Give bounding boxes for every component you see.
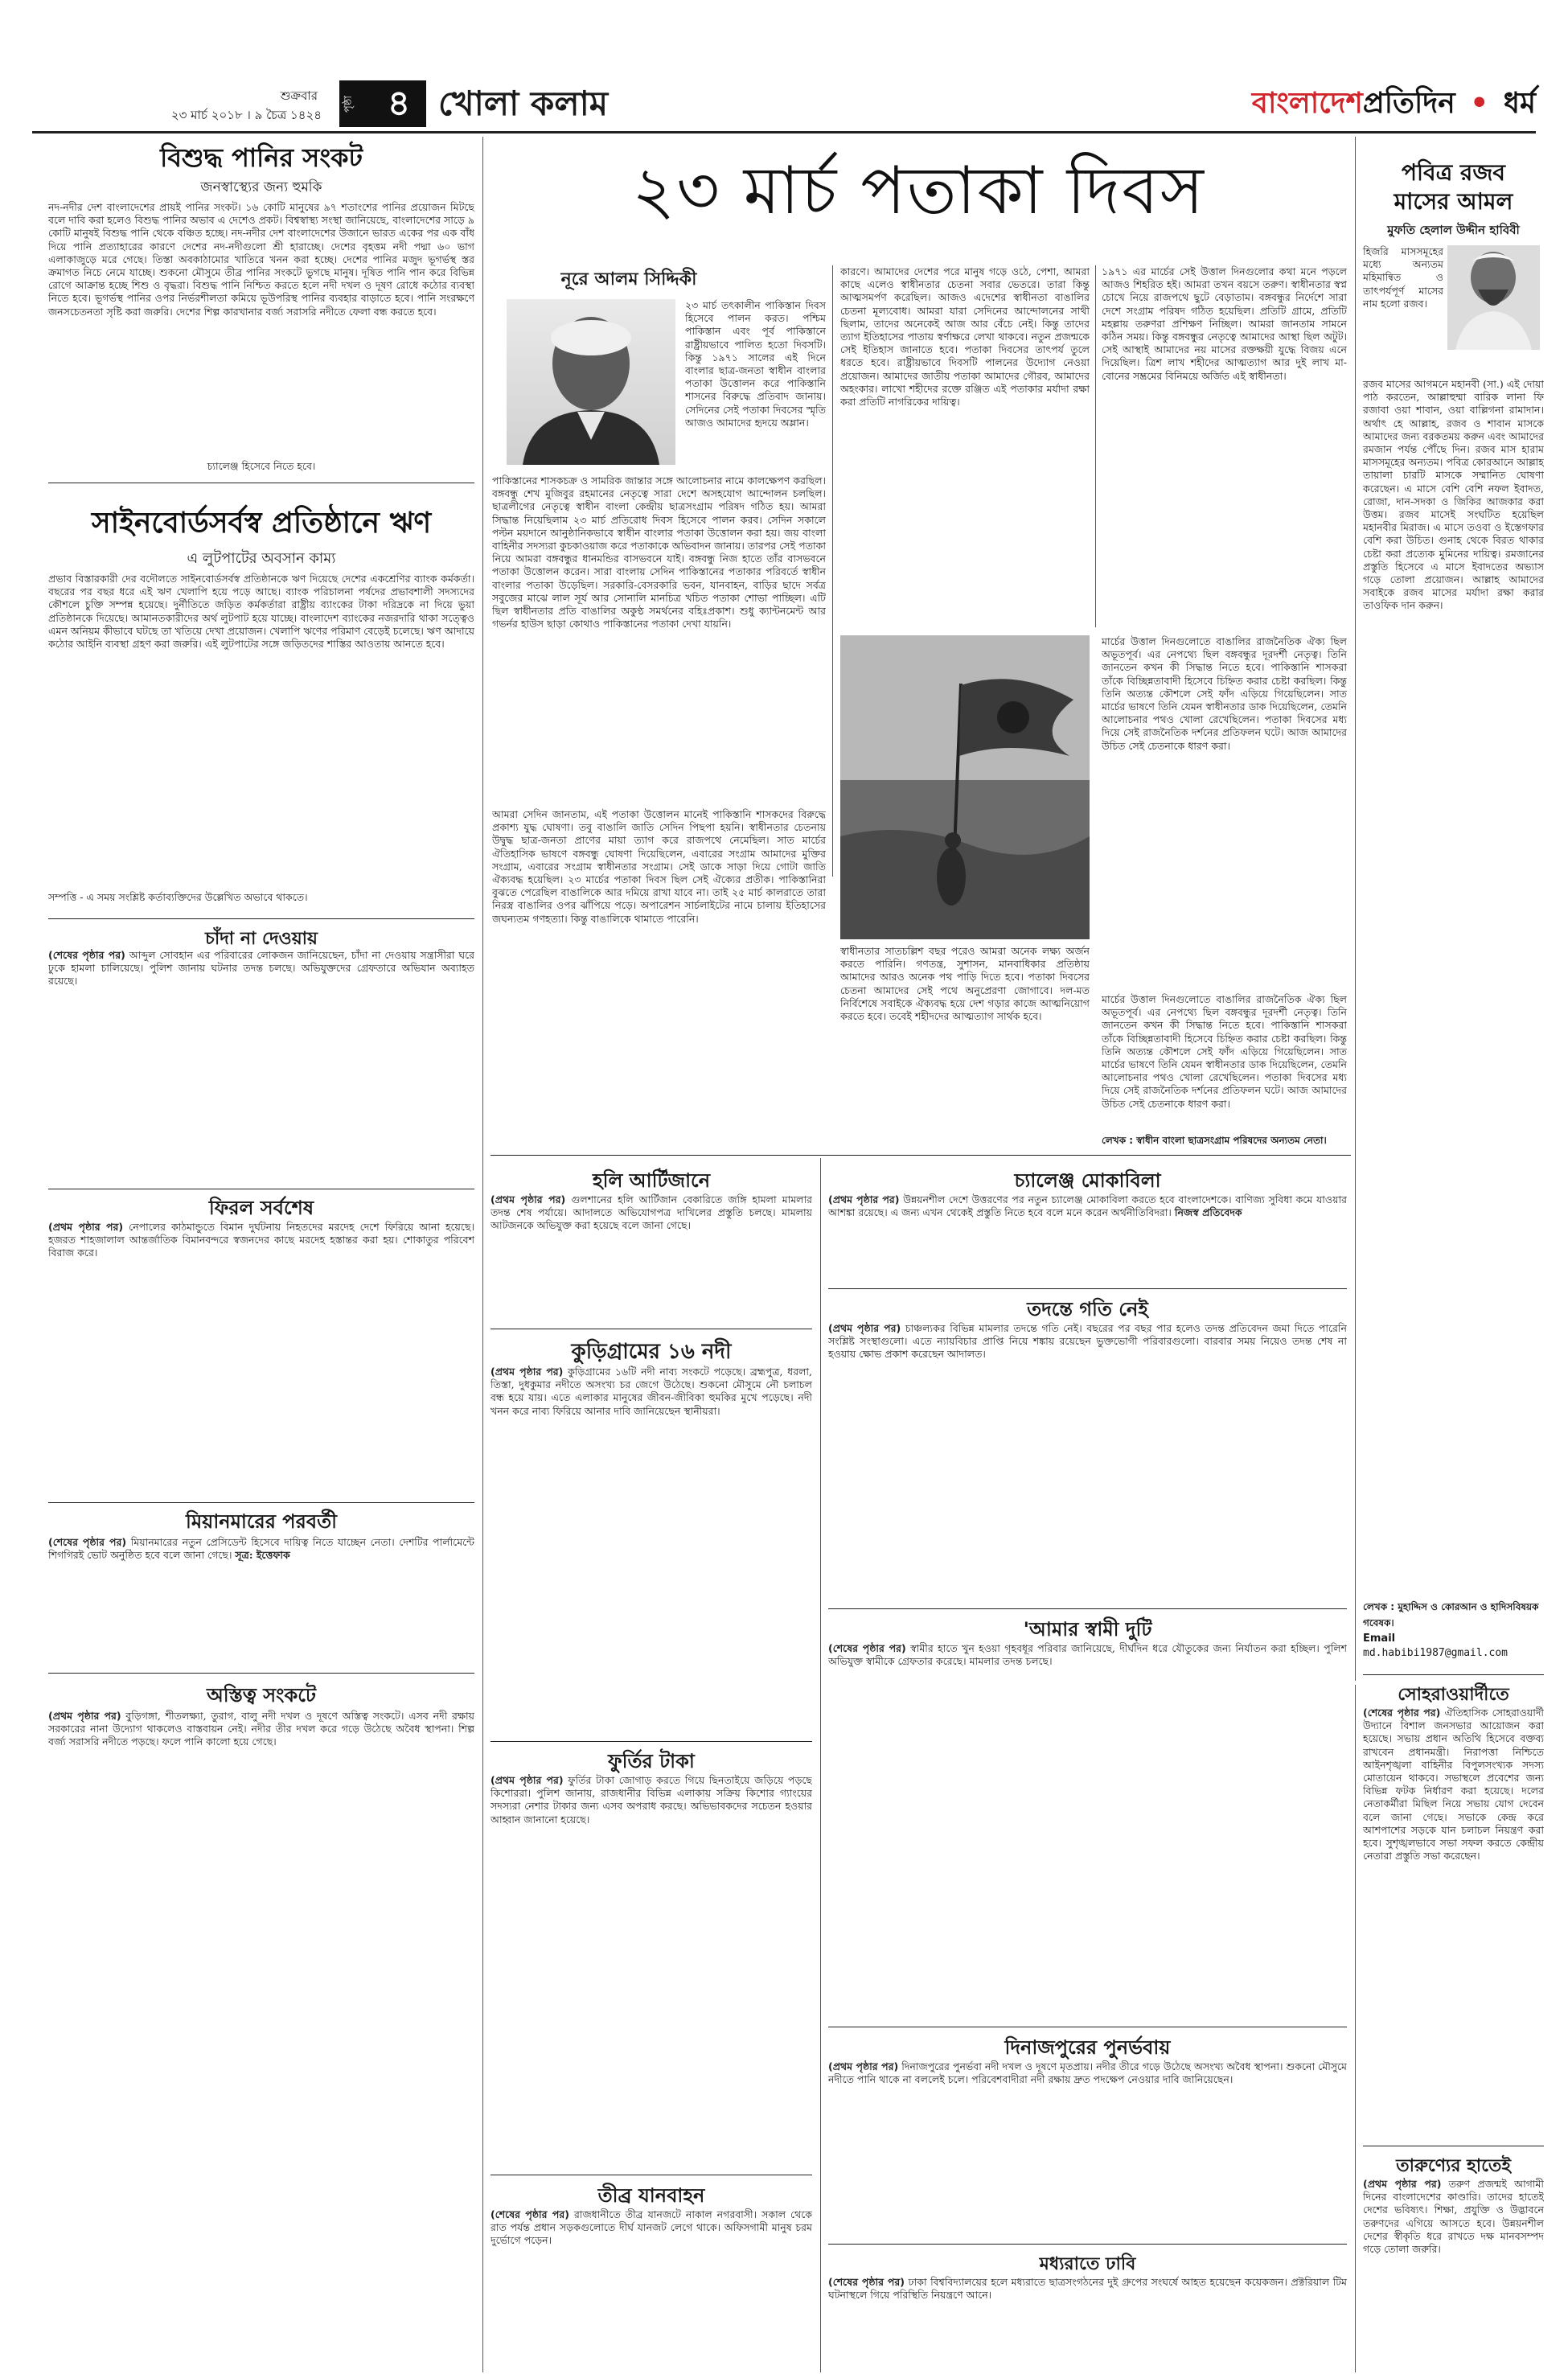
cont-body-kurigram: [491, 1366, 812, 1735]
date-line: ২৩ মার্চ ২০১৮ । ৯ চৈত্র ১৪২৪: [170, 108, 322, 122]
left-rule-4: [48, 1502, 474, 1503]
cont-text-furtir: ফুর্তির টাকা জোগাড় করতে গিয়ে ছিনতাইয়ে জড়িয়ে পড়ছে কিশোররা। পুলিশ জানায়, রাজধানীর বিভিন্ন এলাকায় সক্রিয় কিশোর গ্যাংয়ের সদস্যরা নেশার টাকার জন্য এসব অপরাধ করছে। অভিভাবকদের সচেতন হওয়ার আহ্বান জানানো হয়েছে।: [491, 1774, 812, 1826]
cont-body-tarunya: [1363, 2178, 1544, 2363]
cont-label-shami: (শেষের পৃষ্ঠার পর): [828, 1642, 906, 1654]
email-label: Email: [1363, 1633, 1396, 1645]
cont-body-holi: [491, 1193, 812, 1322]
right-title-line-1: পবিত্র রজব: [1402, 159, 1505, 186]
cont-text-tibro: রাজধানীতে তীব্র যানজটে নাকাল নগরবাসী। সকাল থেকে রাত পর্যন্ত প্রধান সড়কগুলোতে দীর্ঘ যানজট লেগে থাকে। অফিসগামী মানুষ চরম দুর্ভোগে পড়েন।: [491, 2208, 812, 2247]
religion-label: ধর্ম: [1503, 87, 1536, 120]
main-headline: ২৩ মার্চ পতাকা দিবস: [632, 153, 1205, 229]
flag-photo-art: [840, 635, 1090, 939]
cont-text-firol: নেপালের কাঠমান্ডুতে বিমান দুর্ঘটনায় নিহতদের মরদেহ দেশে ফিরিয়ে আনা হয়েছে। হজরত শাহজালাল আন্তর্জাতিক বিমানবন্দরে স্বজনদের কাছে মরদেহ হস্তান্তর করা হয়। শোকাতুর পরিবেশ বিরাজ করে।: [48, 1221, 474, 1259]
bottom-rule-b4: [828, 2244, 1347, 2245]
cont-text-ostitto: বুড়িগঙ্গা, শীতলক্ষ্যা, তুরাগ, বালু নদী দখল ও দূষণে অস্তিত্ব সংকটে। এসব নদী রক্ষায় সরকারের নানা উদ্যোগ থাকলেও বাস্তবায়ন নেই। নদীর তীর দখল করে গড়ে উঠেছে অবৈধ স্থাপনা। শিল্প বর্জ্য সরাসরি নদীতে পড়ছে। ফলে পানি কালো হয়ে গেছে।: [48, 1710, 474, 1748]
newspaper-logo: [1118, 80, 1536, 127]
cont-body-sohrawardi: [1363, 1707, 1544, 2141]
email-address[interactable]: md.habibi1987@gmail.com: [1363, 1647, 1508, 1659]
cont-title-ostitto: অস্তিত্ব সংকটে: [206, 1684, 317, 1707]
cont-label-ostitto: (প্রথম পৃষ্ঠার পর): [48, 1710, 121, 1722]
cont-title-sohrawardi: সোহরাওয়ার্দীতে: [1398, 1685, 1509, 1705]
article-subtitle-water: জনস্বাস্থ্যের জন্য হুমকি: [200, 179, 322, 195]
article-title-loan: সাইনবোর্ডসর্বস্ব প্রতিষ্ঠানে ঋণ: [91, 506, 432, 540]
article-title-water: বিশুদ্ধ পানির সংকট: [160, 142, 363, 173]
cont-text-myanmar: মিয়ানমারের নতুন প্রেসিডেন্ট হিসেবে দায়িত্ব নিতে যাচ্ছেন নেতা। দেশটির পার্লামেন্টে শিগগিরই ভোট অনুষ্ঠিত হবে বলে জানা গেছে।: [48, 1536, 474, 1562]
cont-credit-challenge: নিজস্ব প্রতিবেদক: [1174, 1206, 1242, 1219]
bottom-rule-b1: [828, 1288, 1347, 1289]
cont-body-dhabi: [828, 2276, 1347, 2364]
cont-title-challenge: চ্যালেঞ্জ মোকাবিলা: [1014, 1169, 1161, 1192]
cont-body-tibro: [491, 2208, 812, 2361]
cont-label-myanmar: (শেষের পৃষ্ঠার পর): [48, 1536, 127, 1548]
cont-body-challenge: [828, 1193, 1347, 1282]
cont-body-myanmar: [48, 1536, 474, 1665]
cont-text-challenge: উন্নয়নশীল দেশে উত্তরণের পর নতুন চ্যালেঞ্জ মোকাবিলা করতে হবে বাংলাদেশকে। বাণিজ্য সুবিধা কমে যাওয়ার আশঙ্কা রয়েছে। এ জন্য এখন থেকেই প্রস্তুতি নিতে হবে বলে মনে করেন অর্থনীতিবিদরা।: [828, 1193, 1347, 1219]
cont-label-furtir: (প্রথম পৃষ্ঠার পর): [491, 1774, 564, 1786]
cont-title-furtir: ফুর্তির টাকা: [608, 1750, 695, 1772]
left-rule-5: [48, 1673, 474, 1674]
main-bottom-rule: [491, 1155, 1351, 1156]
cont-body-shami: [828, 1642, 1347, 2020]
article-body-loan: প্রভাব বিস্তারকারী দের বদৌলতে সাইনবোর্ডসর্বস্ব প্রতিষ্ঠানকে ঋণ দিয়েছে দেশের একশ্রেণির ব্যাংক কর্মকর্তা। বছরের পর বছর ধরে এই ঋণ খেলাপি হয়ে পড়ে আছে। ব্যাংক পরিচালনা পর্ষদের প্রভাবশালী সদস্যদের কৌশলে চুক্তি সম্পন্ন হয়েছে। দুর্নীতিতে জড়িত কর্মকর্তারা রাষ্ট্রীয় ব্যাংকের টাকা দরিদ্রকে না দিয়ে ভুয়া প্রতিষ্ঠানকে দিয়েছে। আমানতকারীদের অর্থ লুটপাট হয়ে যাচ্ছে। বাংলাদেশ ব্যাংকের নজরদারি থাকা সত্ত্বেও এমন অনিয়ম কীভাবে ঘটছে তা খতিয়ে দেখা প্রয়োজন। খেলাপি ঋণের পরিমাণ বেড়েই চলেছে। ঋণ আদায়ে কঠোর আইনি ব্যবস্থা গ্রহণ করা জরুরি। এই লুটপাটের সঙ্গে জড়িতদের শাস্তির আওতায় আনতে হবে।: [48, 573, 474, 651]
right-author-photo: [1447, 245, 1540, 350]
right-author-note: লেখক : মুহাদ্দিস ও কোরআন ও হাদিসবিষয়ক গবেষক।: [1363, 1601, 1539, 1629]
cont-label-tadanta: (প্রথম পৃষ্ঠার পর): [828, 1322, 901, 1334]
bottom-rule-a2: [491, 1741, 812, 1742]
main-lead-text: ২৩ মার্চ তৎকালীন পাকিস্তান দিবস হিসেবে পালন করত। পশ্চিম পাকিস্তান এবং পূর্ব পাকিস্তানে রাষ্ট্রীয়ভাবে পালিত হতো দিবসটি। কিন্তু ১৯৭১ সালের এই দিনে বাংলার ছাত্র-জনতা স্বাধীন বাংলার পতাকা উত্তোলন করে পাকিস্তানি শাসনের বিরুদ্ধে প্রতিবাদ জানায়। সেদিনের সেই পতাকা দিবসের স্মৃতি আজও আমাদের হৃদয়ে অম্লান।: [685, 299, 826, 429]
page-word: পৃষ্ঠা: [343, 95, 355, 113]
article-closing-loan: সম্পত্তি - এ সময় সংশ্লিষ্ট কর্তাব্যক্তিদের উল্লেখিত অভাবে থাকতে।: [48, 891, 308, 903]
cont-text-dhabi: ঢাকা বিশ্ববিদ্যালয়ের হলে মধ্যরাতে ছাত্রসংগঠনের দুই গ্রুপের সংঘর্ষে আহত হয়েছেন কয়েকজন। প্রক্টরিয়াল টিম ঘটনাস্থলে গিয়ে পরিস্থিতি নিয়ন্ত্রণে আনে।: [828, 2276, 1347, 2302]
left-rule-2: [48, 918, 474, 919]
cont-text-kurigram: কুড়িগ্রামের ১৬টি নদী নাব্য সংকটে পড়েছে। ব্রহ্মপুত্র, ধরলা, তিস্তা, দুধকুমার নদীতে অসংখ্য চর জেগে উঠেছে। শুকনো মৌসুমে নৌ চলাচল বন্ধ হয়ে যায়। এতে এলাকার মানুষের জীবন-জীবিকা হুমকির মুখে পড়েছে। নদী খনন করে নাব্য ফিরিয়ে আনার দাবি জানিয়েছেন স্থানীয়রা।: [491, 1366, 812, 1417]
cont-credit-myanmar: সূত্র: ইত্তেফাক: [235, 1549, 290, 1562]
date-day: শুক্রবার: [280, 88, 318, 103]
bottom-col-divider-2: [1355, 1685, 1356, 2372]
cont-title-dinajpur: দিনাজপুরের পুনর্ভবায়: [1004, 2036, 1171, 2059]
cont-title-firol: ফিরল সর্বশেষ: [208, 1197, 314, 1219]
cont-label-sohrawardi: (শেষের পৃষ্ঠার পর): [1363, 1707, 1441, 1719]
article-subtitle-loan: এ লুটপাটের অবসান কাম্য: [187, 550, 336, 567]
main-column-b: আমরা সেদিন জানতাম, এই পতাকা উত্তোলন মানেই পাকিস্তানি শাসকদের বিরুদ্ধে প্রকাশ্য যুদ্ধ ঘোষণা। তবু বাঙালি জাতি সেদিন পিছপা হয়নি। স্বাধীনতার চেতনায় উদ্বুদ্ধ ছাত্র-জনতা প্রাণের মায়া ত্যাগ করে রাজপথে নেমেছিল। সাত মার্চের ঐতিহাসিক ভাষণে বঙ্গবন্ধু ঘোষণা দিয়েছিলেন, এবারের সংগ্রাম আমাদের মুক্তির সংগ্রাম, এবারের সংগ্রাম স্বাধীনতার সংগ্রাম। সেই ডাকে সাড়া দিয়ে গোটা জাতি ঐক্যবদ্ধ হয়েছিল। ২৩ মার্চের পতাকা দিবস ছিল সেই ঐক্যের প্রতীক। পাকিস্তানিরা বুঝতে পেরেছিল বাঙালিকে আর দমিয়ে রাখা যাবে না। তাই ২৫ মার্চ কালরাতে তারা নিরস্ত্র বাঙালির ওপর ঝাঁপিয়ে পড়ে। অপারেশন সার্চলাইটের নামে চালায় ইতিহাসের জঘন্যতম গণহত্যা। কিন্তু বাঙালিকে থামাতে পারেনি।: [492, 808, 826, 925]
cont-label-challenge: (প্রথম পৃষ্ঠার পর): [828, 1193, 900, 1205]
cont-body-chanda: [48, 949, 474, 1198]
left-column-divider: [482, 137, 483, 2372]
cont-title-holi: হলি আর্টিজানে: [592, 1169, 711, 1192]
right-rule-1: [1363, 1674, 1544, 1675]
cont-label-holi: (প্রথম পৃষ্ঠার পর): [491, 1193, 566, 1205]
cont-title-dhabi: মধ্যরাতে ঢাবি: [1039, 2254, 1136, 2274]
main-column-f: স্বাধীনতার সাতচল্লিশ বছর পরেও আমরা অনেক লক্ষ্য অর্জন করতে পারিনি। গণতন্ত্র, সুশাসন, মানবাধিকার প্রতিষ্ঠায় আমাদের আরও অনেক পথ পাড়ি দিতে হবে। পতাকা দিবসের চেতনা আমাদের সেই পথে অনুপ্রেরণা জোগাবে। দল-মত নির্বিশেষে সবাইকে ঐক্যবদ্ধ হয়ে দেশ গড়ার কাজে আত্মনিয়োগ করতে হবে। তবেই শহীদদের আত্মত্যাগ সার্থক হবে।: [840, 945, 1090, 1023]
right-author-silhouette: [1447, 245, 1540, 350]
masthead: [0, 0, 1568, 129]
logo-bullet: •: [1470, 87, 1489, 120]
flag-photo: [840, 635, 1090, 939]
logo-part-2: প্রতিদিন: [1362, 87, 1455, 120]
bottom-rule-b2: [828, 1608, 1347, 1609]
bottom-col-divider-1: [820, 1158, 821, 2372]
author-portrait: [507, 299, 675, 465]
cont-title-shami: 'আমার স্বামী দুটি: [1023, 1618, 1152, 1641]
cont-text-holi: গুলশানের হলি আর্টিজান বেকারিতে জঙ্গি হামলা মামলার তদন্ত শেষ পর্যায়ে। আদালতে অভিযোগপত্র দাখিলের প্রস্তুতি চলছে। মামলায় আটজনকে অভিযুক্ত করা হয়েছে বলে জানা গেছে।: [491, 1193, 812, 1232]
cont-text-shami: স্বামীর হাতে খুন হওয়া গৃহবধূর পরিবার জানিয়েছে, দীর্ঘদিন ধরে যৌতুকের জন্য নির্যাতন করা হচ্ছিল। পুলিশ অভিযুক্ত স্বামীকে গ্রেফতার করেছে। মামলার তদন্ত চলছে।: [828, 1642, 1347, 1668]
cont-title-chanda: চাঁদা না দেওয়ায়: [205, 929, 318, 949]
cont-body-tadanta: [828, 1322, 1347, 1604]
article-closing-water: চ্যালেঞ্জ হিসেবে নিতে হবে।: [207, 460, 316, 472]
right-title-line-2: মাসের আমল: [1394, 188, 1513, 215]
cont-label-dinajpur: (প্রথম পৃষ্ঠার পর): [828, 2060, 899, 2072]
cont-label-firol: (প্রথম পৃষ্ঠার পর): [48, 1221, 124, 1233]
main-column-d: ১৯৭১ এর মার্চের সেই উত্তাল দিনগুলোর কথা মনে পড়লে আজও শিহরিত হই। আমরা তখন বয়সে তরুণ। স্বাধীনতার স্বপ্ন চোখে নিয়ে রাজপথে ছুটে বেড়াতাম। বঙ্গবন্ধুর নির্দেশে সারা দেশে সংগ্রাম পরিষদ গঠিত হয়েছিল। প্রতিটি গ্রামে, প্রতিটি মহল্লায় তরুণরা প্রশিক্ষণ নিচ্ছিল। আমরা জানতাম সামনে কঠিন সময়। কিন্তু বঙ্গবন্ধুর নেতৃত্বে আমাদের আস্থা ছিল অটুট। সেই আস্থাই আমাদের নয় মাসের রক্তক্ষয়ী যুদ্ধে বিজয় এনে দিয়েছিল। ত্রিশ লাখ শহীদের আত্মত্যাগ আর দুই লাখ মা-বোনের সম্ভ্রমের বিনিময়ে অর্জিত এই স্বাধীনতা।: [1102, 265, 1347, 382]
right-column-divider: [1355, 137, 1356, 1681]
page-number: ৪: [387, 83, 411, 124]
logo-part-1: বাংলাদেশ: [1251, 87, 1363, 120]
masthead-rule: [32, 131, 1536, 133]
author-name-main: নূরে আলম সিদ্দিকী: [560, 269, 697, 290]
main-col-divider-2: [1095, 265, 1096, 627]
cont-body-ostitto: [48, 1710, 474, 2337]
cont-text-tadanta: চাঞ্চল্যকর বিভিন্ন মামলার তদন্তে গতি নেই। বছরের পর বছর পার হলেও তদন্ত প্রতিবেদন জমা দিতে পারেনি সংশ্লিষ্ট সংস্থাগুলো। এতে ন্যায়বিচার প্রাপ্তি নিয়ে শঙ্কায় রয়েছেন ভুক্তভোগী পরিবারগুলো। বারবার সময় নিয়েও তদন্ত শেষ না হওয়ায় ক্ষোভ প্রকাশ করেছেন আদালত।: [828, 1322, 1347, 1361]
cont-label-tarunya: (প্রথম পৃষ্ঠার পর): [1363, 2178, 1442, 2190]
main-column-e: মার্চের উত্তাল দিনগুলোতে বাঙালির রাজনৈতিক ঐক্য ছিল অভূতপূর্ব। এর নেপথ্যে ছিল বঙ্গবন্ধুর দূরদর্শী নেতৃত্ব। তিনি জানতেন কখন কী সিদ্ধান্ত নিতে হবে। পাকিস্তানি শাসকরা তাঁকে বিচ্ছিন্নতাবাদী হিসেবে চিহ্নিত করার চেষ্টা করছিল। কিন্তু তিনি অত্যন্ত কৌশলে সেই ফাঁদ এড়িয়ে গিয়েছিলেন। সাত মার্চের ভাষণে তিনি যেমন স্বাধীনতার ডাক দিয়েছিলেন, তেমনি আলোচনার পথও খোলা রেখেছিলেন। পতাকা দিবসের মধ্য দিয়ে সেই রাজনৈতিক দর্শনের প্রতিফলন ঘটে। আজ আমাদের উচিত সেই চেতনাকে ধারণ করা।: [1102, 635, 1347, 752]
page-number-badge: [339, 80, 426, 127]
portrait-silhouette: [507, 299, 675, 465]
cont-body-firol: [48, 1221, 474, 1494]
cont-title-tibro: তীব্র যানবাহন: [597, 2184, 705, 2207]
right-article-body: রজব মাসের আগমনে মহানবী (সা.) এই দোয়া পাঠ করতেন, আল্লাহুম্মা বারিক লানা ফি রজাবা ওয়া শাবান, ওয়া বাল্লিগনা রামাদান। অর্থাৎ হে আল্লাহ, রজব ও শাবান মাসকে আমাদের জন্য বরকতময় করুন এবং আমাদের রমজান পর্যন্ত পৌঁছে দিন। রজব মাস হারাম মাসসমূহের অন্যতম। পবিত্র কোরআনে আল্লাহ তায়ালা চারটি মাসকে সম্মানিত ঘোষণা করেছেন। এ মাসে বেশি বেশি নফল ইবাদত, রোজা, দান-সদকা ও জিকির আজকার করা উত্তম। রজব মাসেই সংঘটিত হয়েছিল মহানবীর মিরাজ। এ মাসে তওবা ও ইস্তেগফার বেশি করা উচিত। গুনাহ থেকে বিরত থাকার চেষ্টা করা প্রত্যেক মুমিনের দায়িত্ব। রমজানের প্রস্তুতি হিসেবে এ মাসে ইবাদতের অভ্যাস গড়ে তোলা প্রয়োজন। আল্লাহ আমাদের সবাইকে রজব মাসের মর্যাদা রক্ষা করার তাওফিক দান করুন।: [1363, 378, 1544, 612]
cont-title-tarunya: তারুণ্যের হাতেই: [1396, 2156, 1511, 2176]
cont-text-dinajpur: দিনাজপুরের পুনর্ভবা নদী দখল ও দূষণে মৃতপ্রায়। নদীর তীরে গড়ে উঠেছে অসংখ্য অবৈধ স্থাপনা। শুকনো মৌসুমে নদীতে পানি থাকে না বললেই চলে। পরিবেশবাদীরা নদী রক্ষায় দ্রুত পদক্ষেপ নেওয়ার দাবি জানিয়েছেন।: [828, 2060, 1347, 2086]
main-column-a: পাকিস্তানের শাসকচক্র ও সামরিক জান্তার সঙ্গে আলোচনার নামে কালক্ষেপণ করছিল। বঙ্গবন্ধু শেখ মুজিবুর রহমানের নেতৃত্বে সারা দেশে অসহযোগ আন্দোলন চলছিল। ছাত্রলীগের নেতৃত্বে স্বাধীন বাংলা কেন্দ্রীয় ছাত্রসংগ্রাম পরিষদ গঠিত হয়। আমরা সিদ্ধান্ত নিয়েছিলাম ২৩ মার্চ প্রতিরোধ দিবস হিসেবে পালন করব। সেদিন সকালে পল্টন ময়দানে আনুষ্ঠানিকভাবে স্বাধীন বাংলার পতাকা উত্তোলন করা হয়। জয় বাংলা বাহিনীর সদস্যরা কুচকাওয়াজ করে পতাকাকে অভিবাদন জানায়। তারপর সেই পতাকা নিয়ে আমরা বঙ্গবন্ধুর ধানমন্ডির বাসভবনে যাই। বঙ্গবন্ধু নিজ হাতে তাঁর বাসভবনে পতাকা উত্তোলন করেন। সারা বাংলায় সেদিন পাকিস্তানের পতাকার পরিবর্তে স্বাধীন বাংলার পতাকা উড়েছিল। সরকারি-বেসরকারি ভবন, যানবাহন, বাড়ির ছাদে সর্বত্র সবুজের মাঝে লাল সূর্য আর সোনালি মানচিত্র খচিত পতাকা শোভা পাচ্ছিল। এটি ছিল স্বাধীনতার প্রতি বাঙালির অকুণ্ঠ সমর্থনের বহিঃপ্রকাশ। শুধু ক্যান্টনমেন্ট আর গভর্নর হাউস ছাড়া কোথাও পাকিস্তানের পতাকা দেখা যায়নি।: [492, 474, 826, 630]
cont-label-dhabi: (শেষের পৃষ্ঠার পর): [828, 2276, 905, 2288]
cont-label-tibro: (শেষের পৃষ্ঠার পর): [491, 2208, 569, 2220]
article-body-water: নদ-নদীর দেশ বাংলাদেশের প্রায়ই পানির সংকট। ১৬ কোটি মানুষের ৯৭ শতাংশের পানির প্রয়োজন মিটছে বলে দাবি করা হলেও বিশুদ্ধ পানির অভাব এ দেশেও প্রকট। বিশ্বস্বাস্থ্য সংস্থা জানিয়েছে, বাংলাদেশের সাড়ে ৯ কোটি মানুষই বিশুদ্ধ পানি থেকে বঞ্চিত হচ্ছে। নদ-নদীর দেশ বাংলাদেশের উজানে ভারত একের পর এক বাঁধ দিয়ে পানি প্রত্যাহারের কারণে দেশের নদ-নদীগুলো শ্রী হারাচ্ছে। দেশের বৃহত্তম নদী পদ্মা ৬০ ভাগ এলাকাজুড়ে মরে গেছে। তিস্তা অবকাঠামোর খাতিরে খনন করা হচ্ছে। দেশের পানির মজুদ ভূগর্ভস্থ স্তর ক্রমাগত নিচে নেমে যাচ্ছে। শুকনো মৌসুমে তীব্র পানির সংকটে ভুগছে মানুষ। দূষিত পানি পান করে বিভিন্ন রোগে আক্রান্ত হচ্ছে শিশু ও বৃদ্ধরা। বিশুদ্ধ পানি নিশ্চিত করতে হলে নদী দখল ও দূষণ রোধে কঠোর ব্যবস্থা নিতে হবে। ভূগর্ভস্থ পানির ওপর নির্ভরশীলতা কমিয়ে ভূউপরিস্থ পানির ব্যবহার বাড়াতে হবে। পানি সংরক্ষণে জনসচেতনতা সৃষ্টি করা জরুরি। দেশের শিল্প কারখানার বর্জ্য সরাসরি নদীতে ফেলা বন্ধ করতে হবে।: [48, 201, 474, 318]
section-title: খোলা কলাম: [438, 84, 609, 123]
cont-title-myanmar: মিয়ানমারের পরবর্তী: [185, 1510, 338, 1533]
cont-title-tadanta: তদন্তে গতি নেই: [1027, 1298, 1148, 1320]
right-caption-text: হিজরি মাসসমূহের মধ্যে অন্যতম মহিমান্বিত ও তাৎপর্যপূর্ণ মাসের নাম হলো রজব।: [1363, 245, 1443, 310]
cont-body-dinajpur: [828, 2060, 1347, 2237]
main-column-c: কারণে। আমাদের দেশের পরে মানুষ গড়ে ওঠে, পেশা, আমরা কাছে এলেও স্বাধীনতার চেতনা সবার ভেতরে। তারা কিন্তু আত্মসমর্পণ করেছিল। আজও এদেশের স্বাধীনতা বাঙালির চেতনা মূল্যবোধ। আমরা যারা সেদিনের আন্দোলনের সাথী ছিলাম, তাদের অনেকেই আজ আর বেঁচে নেই। কিন্তু তাদের ত্যাগ ইতিহাসের পাতায় স্বর্ণাক্ষরে লেখা থাকবে। নতুন প্রজন্মকে সেই ইতিহাস জানাতে হবে। পতাকা দিবসের তাৎপর্য তুলে ধরতে হবে। রাষ্ট্রীয়ভাবে দিবসটি পালনের উদ্যোগ নেওয়া প্রয়োজন। আমাদের জাতীয় পতাকা আমাদের গৌরব, আমাদের অহংকার। লাখো শহীদের রক্তে রঞ্জিত এই পতাকার মর্যাদা রক্ষা করা প্রতিটি নাগরিকের দায়িত্ব।: [840, 265, 1090, 409]
right-author: মুফতি হেলাল উদ্দীন হাবিবী: [1387, 223, 1520, 237]
main-byline: লেখক : স্বাধীন বাংলা ছাত্রসংগ্রাম পরিষদের অন্যতম নেতা।: [1102, 1135, 1327, 1146]
main-col-divider-1: [832, 265, 833, 877]
cont-text-sohrawardi: ঐতিহাসিক সোহরাওয়ার্দী উদ্যানে বিশাল জনসভার আয়োজন করা হয়েছে। সভায় প্রধান অতিথি হিসেবে বক্তব্য রাখবেন প্রধানমন্ত্রী। নিরাপত্তা নিশ্চিতে আইনশৃঙ্খলা বাহিনীর বিপুলসংখ্যক সদস্য মোতায়েন থাকবে। সভাস্থলে প্রবেশের জন্য বিভিন্ন ফটক নির্ধারণ করা হয়েছে। দলের নেতাকর্মীরা মিছিল নিয়ে সভায় যোগ দেবেন বলে জানা গেছে। সভাকে কেন্দ্র করে আশপাশের সড়কে যান চলাচল নিয়ন্ত্রণ করা হবে। সুশৃঙ্খলভাবে সভা সফল করতে কেন্দ্রীয় নেতারা প্রস্তুতি সভা করেছেন।: [1363, 1707, 1544, 1863]
cont-title-kurigram: কুড়িগ্রামের ১৬ নদী: [571, 1340, 732, 1364]
cont-label-chanda: (শেষের পৃষ্ঠার পর): [48, 949, 125, 961]
cont-text-chanda: আব্দুল সোবহান এর পরিবারের লোকজন জানিয়েছেন, চাঁদা না দেওয়ায় সন্ত্রাসীরা ঘরে ঢুকে হামলা চালিয়েছে। পুলিশ জানায় ঘটনার তদন্ত চলছে। অভিযুক্তদের গ্রেফতারে অভিযান অব্যাহত রয়েছে।: [48, 949, 474, 988]
cont-label-kurigram: (প্রথম পৃষ্ঠার পর): [491, 1366, 564, 1378]
main-column-g: মার্চের উত্তাল দিনগুলোতে বাঙালির রাজনৈতিক ঐক্য ছিল অভূতপূর্ব। এর নেপথ্যে ছিল বঙ্গবন্ধুর দূরদর্শী নেতৃত্ব। তিনি জানতেন কখন কী সিদ্ধান্ত নিতে হবে। পাকিস্তানি শাসকরা তাঁকে বিচ্ছিন্নতাবাদী হিসেবে চিহ্নিত করার চেষ্টা করছিল। কিন্তু তিনি অত্যন্ত কৌশলে সেই ফাঁদ এড়িয়ে গিয়েছিলেন। সাত মার্চের ভাষণে তিনি যেমন স্বাধীনতার ডাক দিয়েছিলেন, তেমনি আলোচনার পথও খোলা রেখেছিলেন। পতাকা দিবসের মধ্য দিয়ে সেই রাজনৈতিক দর্শনের প্রতিফলন ঘটে। আজ আমাদের উচিত সেই চেতনাকে ধারণ করা।: [1102, 993, 1347, 1110]
cont-text-tarunya: তরুণ প্রজন্মই আগামী দিনের বাংলাদেশের কাণ্ডারি। তাদের হাতেই দেশের ভবিষ্যৎ। শিক্ষা, প্রযুক্তি ও উদ্ভাবনে তরুণদের এগিয়ে আসতে হবে। উন্নয়নশীল দেশের স্বীকৃতি ধরে রাখতে দক্ষ মানবসম্পদ গড়ে তোলা জরুরি।: [1363, 2178, 1544, 2256]
cont-body-furtir: [491, 1774, 812, 2168]
